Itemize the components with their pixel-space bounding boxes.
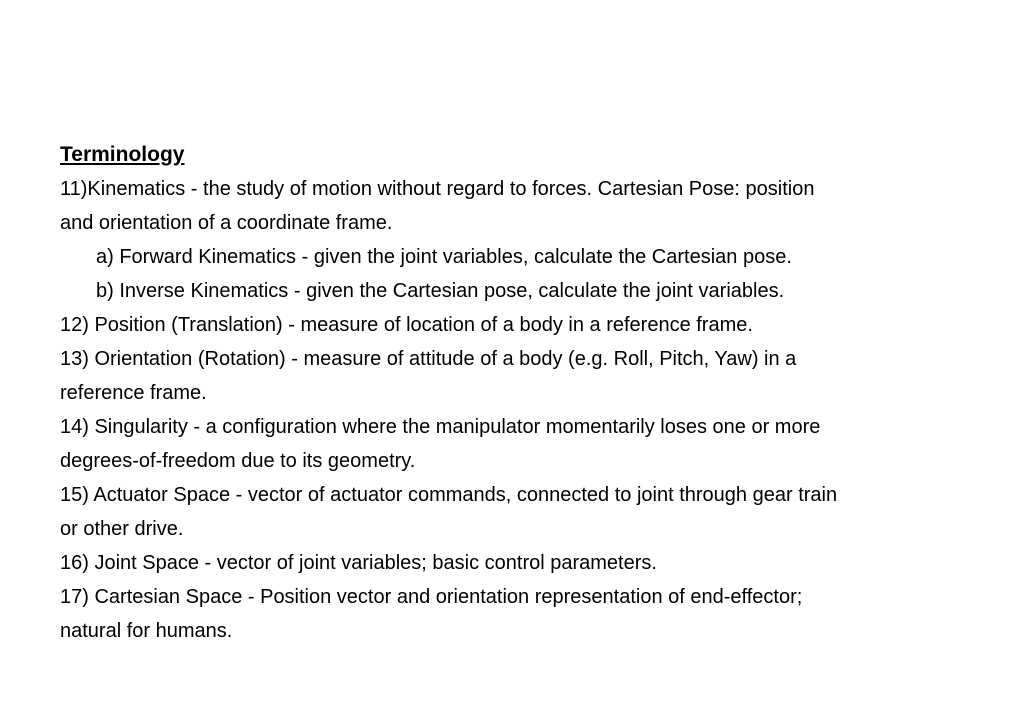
item-actuator-line1: 15) Actuator Space - vector of actuator commands, connected to joint through gear train bbox=[60, 484, 838, 506]
slide-heading: Terminology bbox=[60, 143, 185, 166]
item-inverse-kinematics: b) Inverse Kinematics - given the Cartesian pose, calculate the joint variables. bbox=[96, 280, 785, 302]
item-actuator-line2: or other drive. bbox=[60, 518, 184, 540]
item-position: 12) Position (Translation) - measure of location of a body in a reference frame. bbox=[60, 314, 753, 336]
item-orientation-line2: reference frame. bbox=[60, 382, 207, 404]
item-joint-space: 16) Joint Space - vector of joint variables; basic control parameters. bbox=[60, 552, 657, 574]
terminology-slide bbox=[60, 138, 1000, 648]
item-singularity-line1: 14) Singularity - a configuration where the manipulator momentarily loses one or more bbox=[60, 416, 821, 438]
item-singularity-line2: degrees-of-freedom due to its geometry. bbox=[60, 450, 416, 472]
item-cartesian-line1: 17) Cartesian Space - Position vector and orientation representation of end-effector; bbox=[60, 586, 803, 608]
item-cartesian-line2: natural for humans. bbox=[60, 620, 233, 642]
item-forward-kinematics: a) Forward Kinematics - given the joint variables, calculate the Cartesian pose. bbox=[96, 246, 792, 268]
item-kinematics-line2: and orientation of a coordinate frame. bbox=[60, 212, 393, 234]
item-kinematics-line1: 11)Kinematics - the study of motion without regard to forces. Cartesian Pose: position bbox=[60, 178, 815, 200]
item-orientation-line1: 13) Orientation (Rotation) - measure of attitude of a body (e.g. Roll, Pitch, Yaw) in a bbox=[60, 348, 797, 370]
